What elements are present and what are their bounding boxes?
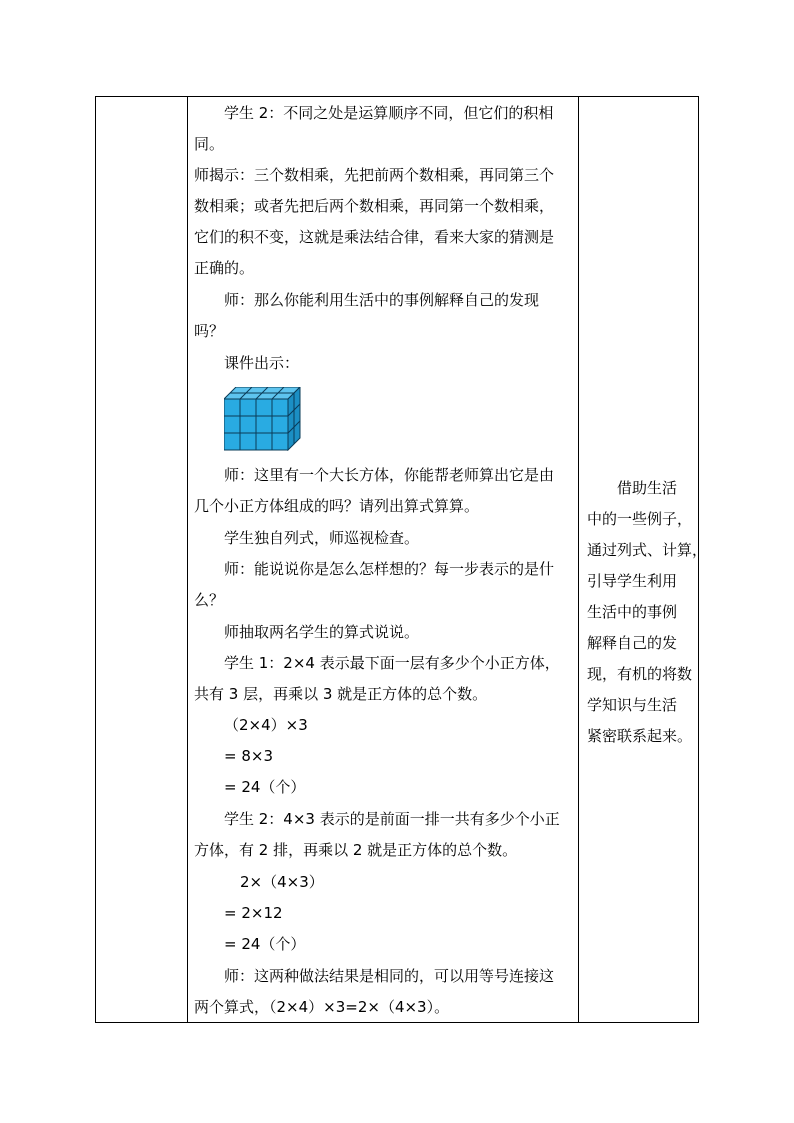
text-line: 师：能说说你是怎么怎样想的？每一步表示的是什 <box>224 560 555 578</box>
text-line: 师：那么你能利用生活中的事例解释自己的发现 <box>224 291 540 309</box>
note-line: 紧密联系起来。 <box>587 727 693 745</box>
text-line: 学生 2：不同之处是运算顺序不同，但它们的积相 <box>224 104 554 122</box>
text-line: 共有 3 层，再乘以 3 就是正方体的总个数。 <box>194 685 488 703</box>
text-line: 师揭示：三个数相乘，先把前两个数相乘，再同第三个 <box>194 166 555 184</box>
left-column <box>96 97 187 1022</box>
note-line: 解释自己的发 <box>587 634 678 652</box>
text-line: 同。 <box>194 135 225 153</box>
text-line: 正确的。 <box>194 259 255 277</box>
text-line: 师抽取两名学生的算式说说。 <box>224 623 420 641</box>
formula-line: = 24（个） <box>224 778 306 796</box>
lesson-content <box>188 97 578 1022</box>
text-line: 课件出示： <box>224 354 300 372</box>
note-line: 通过列式、计算， <box>587 541 708 559</box>
text-line: 它们的积不变，这就是乘法结合律，看来大家的猜测是 <box>194 228 555 246</box>
text-line: 学生独自列式，师巡视检查。 <box>224 529 420 547</box>
text-line: 两个算式，（2×4）×3=2×（4×3）。 <box>194 998 450 1016</box>
formula-line: = 24（个） <box>224 935 306 953</box>
note-line: 生活中的事例 <box>587 603 678 621</box>
formula-line: = 8×3 <box>224 747 273 765</box>
design-intent-column <box>579 97 708 1022</box>
text-line: 学生 1：2×4 表示最下面一层有多少个小正方体， <box>224 654 560 672</box>
formula-line: （2×4）×3 <box>224 716 308 734</box>
note-line: 学知识与生活 <box>587 696 678 714</box>
formula-line: = 2×12 <box>224 904 283 922</box>
cuboid-illustration <box>224 387 302 451</box>
note-line: 现，有机的将数 <box>587 665 693 683</box>
text-line: 几个小正方体组成的吗？请列出算式算算。 <box>194 497 480 515</box>
note-line: 中的一些例子， <box>587 510 693 528</box>
lesson-table <box>95 96 708 1023</box>
formula-line: 2×（4×3） <box>240 873 324 891</box>
text-line: 学生 2：4×3 表示的是前面一排一共有多少个小正 <box>224 810 560 828</box>
text-line: 数相乘；或者先把后两个数相乘，再同第一个数相乘， <box>194 197 555 215</box>
text-line: 师：这里有一个大长方体，你能帮老师算出它是由 <box>224 466 555 484</box>
text-line: 么？ <box>194 591 225 609</box>
text-line: 吗？ <box>194 322 225 340</box>
note-line: 借助生活 <box>617 479 678 497</box>
note-line: 引导学生利用 <box>587 572 678 590</box>
text-line: 方体，有 2 排，再乘以 2 就是正方体的总个数。 <box>194 841 518 859</box>
text-line: 师：这两种做法结果是相同的，可以用等号连接这 <box>224 967 555 985</box>
